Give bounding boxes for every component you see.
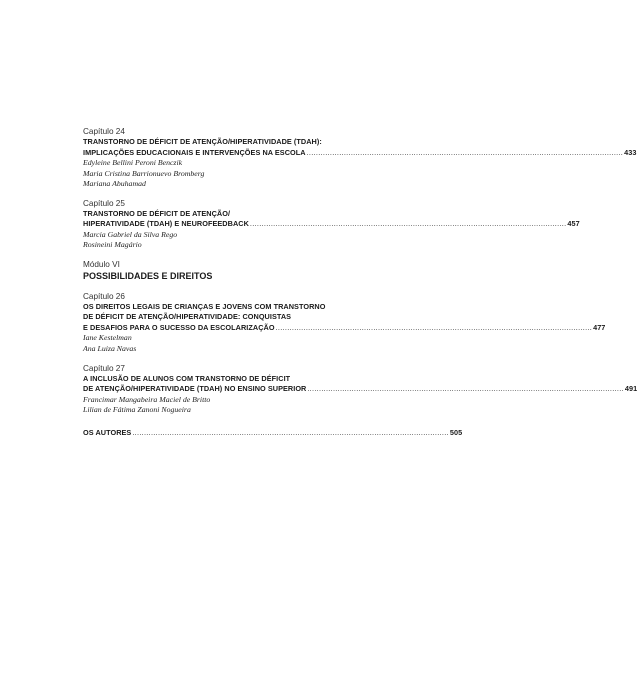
chapter-list [83,291,637,416]
entry-title: TRANSTORNO DE DÉFICIT DE ATENÇÃO/HIPERATIVIDADE (TDAH): [83,137,322,146]
module-heading [83,259,347,282]
entry-title-line [83,427,463,439]
chapter-label: Capítulo 24 [83,127,125,136]
entry-title-line [83,302,347,313]
author-name: Francimar Mangabeira Maciel de Britto [83,394,211,404]
chapter-label: Capítulo 25 [83,198,125,208]
toc-entry-authors[interactable] [83,427,463,439]
entry-title-line [83,219,580,230]
toc-entry[interactable] [83,126,637,190]
entry-title-line [83,384,637,395]
entry-title: OS AUTORES [83,427,132,437]
page-number: 457 [567,219,580,229]
entry-title: TRANSTORNO DE DÉFICIT DE ATENÇÃO/ [83,208,231,218]
chapter-list [83,126,637,251]
dot-leader: ........................................................................................................................................ [306,147,624,157]
entry-title-line [83,322,606,334]
entry-title: E DESAFIOS PARA O SUCESSO DA ESCOLARIZAÇÃO [83,322,275,332]
dot-leader: ........................................................................................................................................ [132,427,449,437]
entry-title: DE DÉFICIT DE ATENÇÃO/HIPERATIVIDADE: CONQUISTAS [83,312,292,322]
entry-title: A INCLUSÃO DE ALUNOS COM TRANSTORNO DE DÉFICIT [83,373,291,383]
dot-leader: ........................................................................................................................................ [275,322,593,332]
author-name: Maria Cristina Barrionuevo Bromberg [83,168,205,178]
author-name: Ana Luiza Navas [83,344,137,354]
page-number: 433 [624,147,637,157]
chapter-label: Capítulo 27 [83,363,125,373]
entry-title-line [83,374,347,385]
author-name: Rosineini Magário [83,240,142,250]
entry-title-line [83,312,347,323]
author-name: Lilian de Fátima Zanoni Nogueira [83,405,191,415]
entry-title: OS DIREITOS LEGAIS DE CRIANÇAS E JOVENS COM TRANSTORNO [83,301,326,311]
toc-entry[interactable] [83,363,637,416]
author-name: Edyleine Bellini Peroni Benczik [83,158,183,167]
entry-title: DE ATENÇÃO/HIPERATIVIDADE (TDAH) NO ENSINO SUPERIOR [83,384,307,394]
page-number: 491 [624,384,637,394]
dot-leader: ........................................................................................................................................ [249,219,567,229]
dot-leader: ........................................................................................................................................ [307,384,624,394]
entry-title: IMPLICAÇÕES EDUCACIONAIS E INTERVENÇÕES NA ESCOLA [83,147,306,157]
entry-title-line [83,147,637,159]
entry-title-line [83,209,347,220]
table-of-contents [83,126,637,438]
chapter-label: Capítulo 26 [83,291,125,301]
entry-title: HIPERATIVIDADE (TDAH) E NEUROFEEDBACK [83,219,249,229]
page-number: 477 [593,322,606,332]
module-label: Módulo VI [83,259,120,269]
author-name: Mariana Abuhamad [83,179,146,189]
entry-title-line [83,137,347,148]
author-name: Marcia Gabriel da Silva Rego [83,229,178,239]
toc-entry[interactable] [83,291,606,355]
toc-entry[interactable] [83,198,580,251]
page-number: 505 [449,427,463,437]
module-title: POSSIBILIDADES E DIREITOS [83,270,213,281]
author-name: Iane Kestelman [83,333,132,343]
